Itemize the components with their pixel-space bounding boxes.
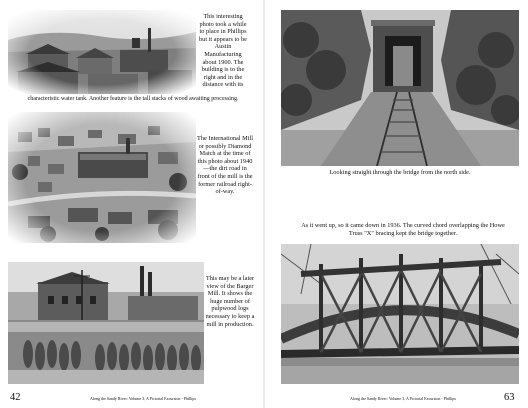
bridge-1936-caption: As it went up, so it came down in 1936. The curved chord overlapping the Howe Truss "X" bracing kept the bridge together. (301, 222, 505, 237)
barger-mill-caption: This may be a later view of the Barger Mill. It shows the huge number of pulpwood logs necessary to keep a mill in production. (205, 275, 255, 328)
footer-left: Along the Sandy River: Volume 3, A Pictorial Excursion - Phillips (90, 396, 196, 401)
international-mill-photo (8, 112, 196, 243)
barger-mill-photo (8, 262, 204, 384)
page-number-right: 63 (504, 392, 515, 403)
right-page (264, 0, 528, 408)
austin-manufacturing-caption-cont: characteristic water tank. Another feature is the tall stacks of wood awaiting processing. (27, 96, 239, 102)
austin-manufacturing-photo (8, 10, 196, 94)
austin-manufacturing-caption: This interesting photo took a while to place in Phillips but it appears to be Austin Manufacturing about 1900. The building is to the right and in the distance with its (199, 13, 247, 89)
page-number-left: 42 (10, 392, 21, 403)
international-mill-caption: The International Mill or possibly Diamond Match at the time of this photo about 1940—the dirt road in front of the mill is the former railroad right-of-way. (197, 135, 253, 196)
bridge-north-caption: Looking straight through the bridge from the north side. (329, 169, 471, 176)
covered-bridge-north-photo (281, 10, 519, 166)
bridge-demolition-photo (281, 244, 519, 384)
footer-right: Along the Sandy River: Volume 3, A Pictorial Excursion - Phillips (350, 396, 456, 401)
